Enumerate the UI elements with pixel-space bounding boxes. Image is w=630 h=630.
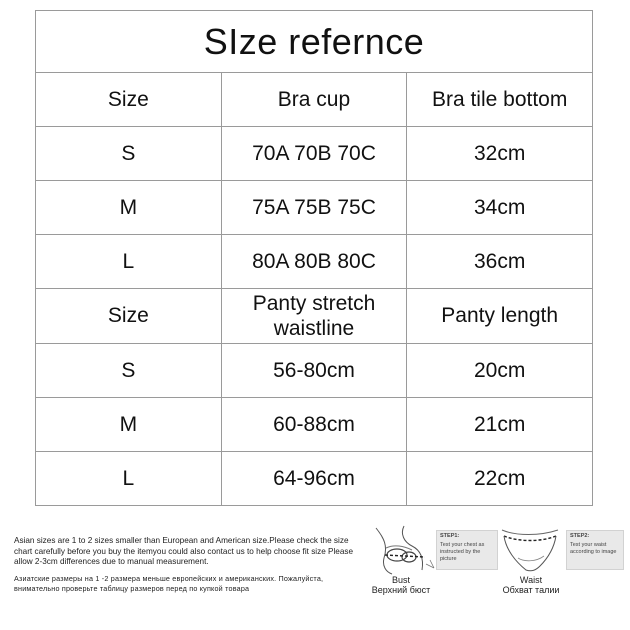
size-note-english: Asian sizes are 1 to 2 sizes smaller than European and American size.Please check the size chart carefully before you buy the itemyou could also contact us to help choose fit size Please allow 2-3cm differences due to manual measurement. bbox=[14, 536, 354, 566]
size-cell: M bbox=[36, 181, 222, 235]
step2-box bbox=[566, 530, 624, 570]
bust-caption-en: Bust bbox=[391, 575, 410, 585]
bra-cup-cell: 70A 70B 70C bbox=[221, 127, 407, 181]
header-size: Size bbox=[36, 73, 222, 127]
bra-bottom-cell: 32cm bbox=[407, 127, 593, 181]
waist-caption-ru: Обхват талии bbox=[502, 585, 560, 595]
bust-measure-illustration bbox=[370, 524, 436, 576]
bra-cup-cell: 80A 80B 80C bbox=[221, 235, 407, 289]
size-reference-table bbox=[35, 10, 593, 506]
step2-label: STEP2: bbox=[570, 533, 590, 539]
header-size-panty: Size bbox=[36, 289, 222, 344]
table-row bbox=[36, 127, 593, 181]
size-cell: L bbox=[36, 452, 222, 506]
header-bra-tile-bottom: Bra tile bottom bbox=[407, 73, 593, 127]
panty-length-cell: 20cm bbox=[407, 344, 593, 398]
bust-caption bbox=[356, 575, 446, 595]
bust-caption-ru: Верхний бюст bbox=[371, 585, 431, 595]
table-title: SIze refernce bbox=[36, 11, 593, 73]
waistline-cell: 56-80cm bbox=[221, 344, 407, 398]
size-cell: S bbox=[36, 127, 222, 181]
header-bra-cup: Bra cup bbox=[221, 73, 407, 127]
bra-bottom-cell: 34cm bbox=[407, 181, 593, 235]
table-row bbox=[36, 344, 593, 398]
header-panty-waistline: Panty stretch waistline bbox=[221, 289, 407, 344]
waistline-cell: 64-96cm bbox=[221, 452, 407, 506]
size-note-russian: Азиатские размеры на 1 -2 размера меньше европейских и американских. Пожалуйста, внимательно проверьте таблицу размеров перед по купкой товара bbox=[14, 574, 324, 593]
step1-instruction: Test your chest as instructed by the picture bbox=[440, 542, 485, 562]
step1-box bbox=[436, 530, 498, 570]
waist-caption bbox=[486, 575, 576, 595]
size-cell: L bbox=[36, 235, 222, 289]
table-row bbox=[36, 181, 593, 235]
waist-caption-en: Waist bbox=[519, 575, 543, 585]
waistline-cell: 60-88cm bbox=[221, 398, 407, 452]
table-row bbox=[36, 398, 593, 452]
panty-length-cell: 22cm bbox=[407, 452, 593, 506]
step2-instruction: Test your waist according to image bbox=[570, 542, 617, 555]
table-row bbox=[36, 452, 593, 506]
step1-label: STEP1: bbox=[440, 533, 460, 539]
size-cell: M bbox=[36, 398, 222, 452]
size-cell: S bbox=[36, 344, 222, 398]
header-panty-length: Panty length bbox=[407, 289, 593, 344]
bra-cup-cell: 75A 75B 75C bbox=[221, 181, 407, 235]
panty-length-cell: 21cm bbox=[407, 398, 593, 452]
bra-bottom-cell: 36cm bbox=[407, 235, 593, 289]
table-row bbox=[36, 235, 593, 289]
waist-measure-illustration bbox=[496, 524, 564, 576]
